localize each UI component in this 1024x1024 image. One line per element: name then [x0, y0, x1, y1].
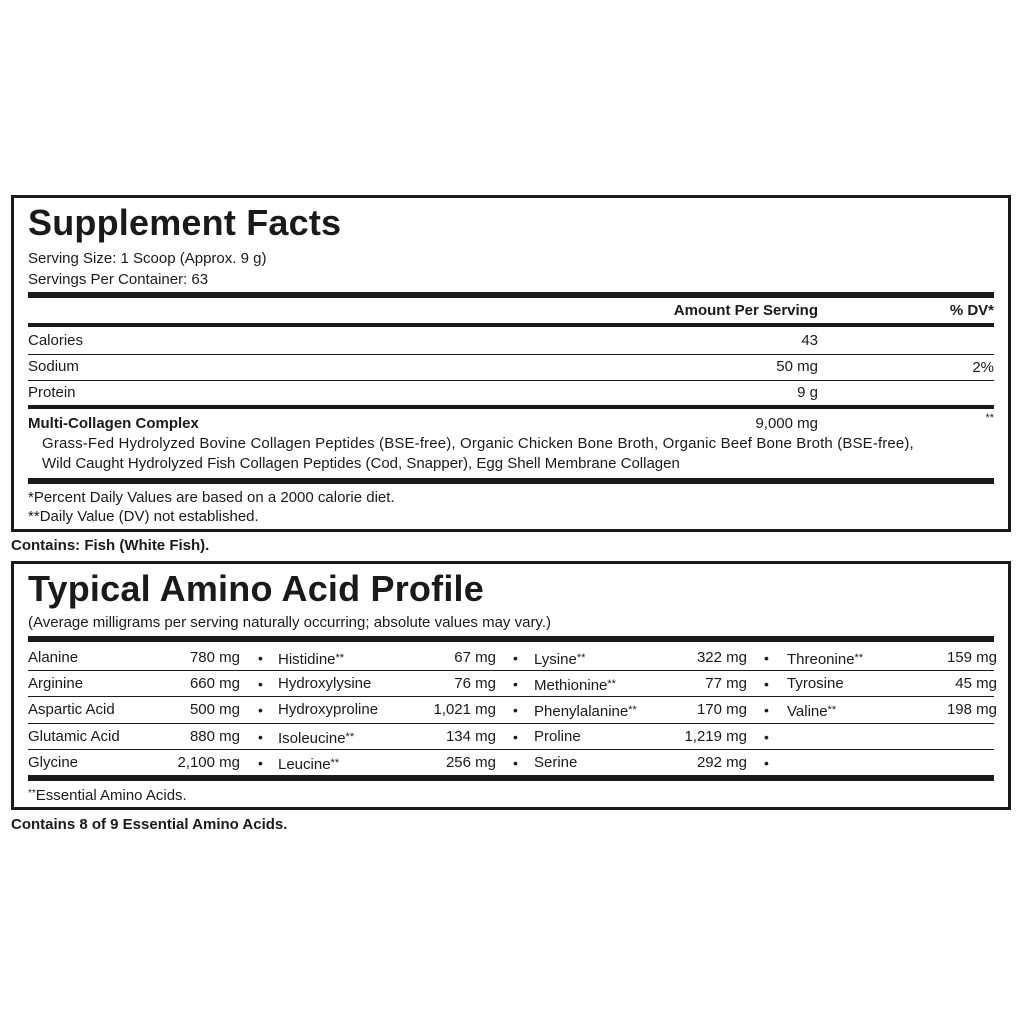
- essential-mark: **: [345, 731, 355, 743]
- amino-acid-name: Leucine**: [278, 756, 340, 773]
- bullet-separator: •: [258, 650, 263, 666]
- amino-acid-value: 134 mg: [445, 728, 496, 745]
- amino-acid-title: Typical Amino Acid Profile: [28, 568, 484, 609]
- bullet-separator: •: [513, 702, 518, 718]
- essential-mark: **: [607, 678, 616, 690]
- complex-ingredients-line1: Grass-Fed Hydrolyzed Bovine Collagen Peptides (BSE-free), Organic Chicken Bone Broth, Organic Beef Bone Broth (BSE-free),: [42, 435, 914, 452]
- amino-acid-value: 67 mg: [454, 649, 496, 666]
- essential-amino-footnote: **Essential Amino Acids.: [28, 787, 187, 804]
- medium-rule: [28, 405, 994, 409]
- nutrient-amount: 9 g: [797, 384, 818, 401]
- amino-acid-value: 1,021 mg: [433, 701, 496, 718]
- amino-acid-panel: [11, 561, 1011, 810]
- amino-acid-name: Hydroxyproline: [278, 701, 379, 718]
- row-divider: [28, 354, 994, 355]
- amount-per-serving-header: Amount Per Serving: [673, 302, 818, 319]
- nutrient-name: Calories: [28, 332, 84, 349]
- allergen-statement: Contains: Fish (White Fish).: [11, 537, 210, 554]
- bullet-separator: •: [764, 729, 769, 745]
- thick-rule: [28, 775, 994, 781]
- amino-acid-value: 1,219 mg: [684, 728, 747, 745]
- amino-acid-name: Serine: [534, 754, 578, 771]
- amino-acid-name: Alanine: [28, 649, 79, 666]
- amino-acid-name: Threonine**: [787, 651, 864, 668]
- complex-ingredients-line2: Wild Caught Hydrolyzed Fish Collagen Peptides (Cod, Snapper), Egg Shell Membrane Collagen: [42, 455, 680, 472]
- bullet-separator: •: [764, 702, 769, 718]
- dv-header: % DV*: [949, 302, 994, 319]
- amino-acid-value: 292 mg: [696, 754, 747, 771]
- thick-rule: [28, 292, 994, 298]
- amino-acid-subtitle: (Average milligrams per serving naturally occurring; absolute values may vary.): [28, 614, 551, 631]
- bullet-separator: •: [513, 729, 518, 745]
- amino-acid-name: Arginine: [28, 675, 84, 692]
- essential-mark: **: [628, 704, 637, 716]
- complex-dv: **: [985, 412, 994, 424]
- amino-acid-value: 322 mg: [696, 649, 747, 666]
- bullet-separator: •: [513, 755, 518, 771]
- amino-acid-value: 660 mg: [189, 675, 240, 692]
- bullet-separator: •: [764, 650, 769, 666]
- thick-rule: [28, 636, 994, 642]
- amino-acid-value: 256 mg: [445, 754, 496, 771]
- essential-mark: **: [854, 652, 864, 664]
- amino-acid-value: 45 mg: [955, 675, 997, 692]
- amino-acid-value: 170 mg: [696, 701, 747, 718]
- amino-acid-value: 77 mg: [705, 675, 747, 692]
- dv-footnote: *Percent Daily Values are based on a 2000 calorie diet.: [28, 489, 395, 506]
- servings-per-container: Servings Per Container: 63: [28, 271, 209, 288]
- row-divider: [28, 696, 994, 697]
- supplement-facts-panel: [11, 195, 1011, 532]
- amino-acid-value: 880 mg: [189, 728, 240, 745]
- amino-acid-name: Phenylalanine**: [534, 703, 637, 720]
- bullet-separator: •: [258, 755, 263, 771]
- row-divider: [28, 723, 994, 724]
- serving-size: Serving Size: 1 Scoop (Approx. 9 g): [28, 250, 267, 267]
- amino-acid-value: 780 mg: [189, 649, 240, 666]
- essential-mark: **: [827, 704, 837, 716]
- amino-acid-value: 198 mg: [946, 701, 997, 718]
- amino-acid-name: Aspartic Acid: [28, 701, 115, 718]
- amino-acid-name: Histidine**: [278, 651, 345, 668]
- complex-name: Multi-Collagen Complex: [28, 415, 199, 432]
- complex-amount: 9,000 mg: [755, 415, 818, 432]
- essential-mark: **: [576, 652, 586, 664]
- dv-not-established-footnote: **Daily Value (DV) not established.: [28, 508, 259, 525]
- amino-acid-name: Isoleucine**: [278, 730, 355, 747]
- essential-amino-statement: Contains 8 of 9 Essential Amino Acids.: [11, 816, 288, 833]
- bullet-separator: •: [513, 650, 518, 666]
- row-divider: [28, 670, 994, 671]
- amino-acid-name: Glycine: [28, 754, 79, 771]
- amino-acid-name: Methionine**: [534, 677, 616, 694]
- bullet-separator: •: [764, 755, 769, 771]
- thick-rule: [28, 478, 994, 484]
- amino-acid-name: Lysine**: [534, 651, 586, 668]
- bullet-separator: •: [513, 676, 518, 692]
- essential-mark: **: [330, 757, 340, 769]
- amino-acid-name: Hydroxylysine: [278, 675, 372, 692]
- amino-acid-value: 76 mg: [454, 675, 496, 692]
- nutrient-name: Protein: [28, 384, 76, 401]
- amino-acid-name: Proline: [534, 728, 581, 745]
- medium-rule: [28, 323, 994, 327]
- bullet-separator: •: [258, 702, 263, 718]
- amino-acid-name: Tyrosine: [787, 675, 844, 692]
- supplement-facts-title: Supplement Facts: [28, 202, 342, 243]
- row-divider: [28, 380, 994, 381]
- amino-acid-value: 500 mg: [189, 701, 240, 718]
- bullet-separator: •: [258, 729, 263, 745]
- nutrient-amount: 43: [801, 332, 818, 349]
- row-divider: [28, 749, 994, 750]
- nutrient-amount: 50 mg: [776, 358, 818, 375]
- nutrient-dv: 2%: [972, 359, 994, 376]
- amino-acid-name: Glutamic Acid: [28, 728, 120, 745]
- amino-acid-value: 159 mg: [946, 649, 997, 666]
- essential-mark: **: [335, 652, 345, 664]
- bullet-separator: •: [258, 676, 263, 692]
- amino-acid-value: 2,100 mg: [177, 754, 240, 771]
- nutrient-name: Sodium: [28, 358, 79, 375]
- bullet-separator: •: [764, 676, 769, 692]
- amino-acid-name: Valine**: [787, 703, 837, 720]
